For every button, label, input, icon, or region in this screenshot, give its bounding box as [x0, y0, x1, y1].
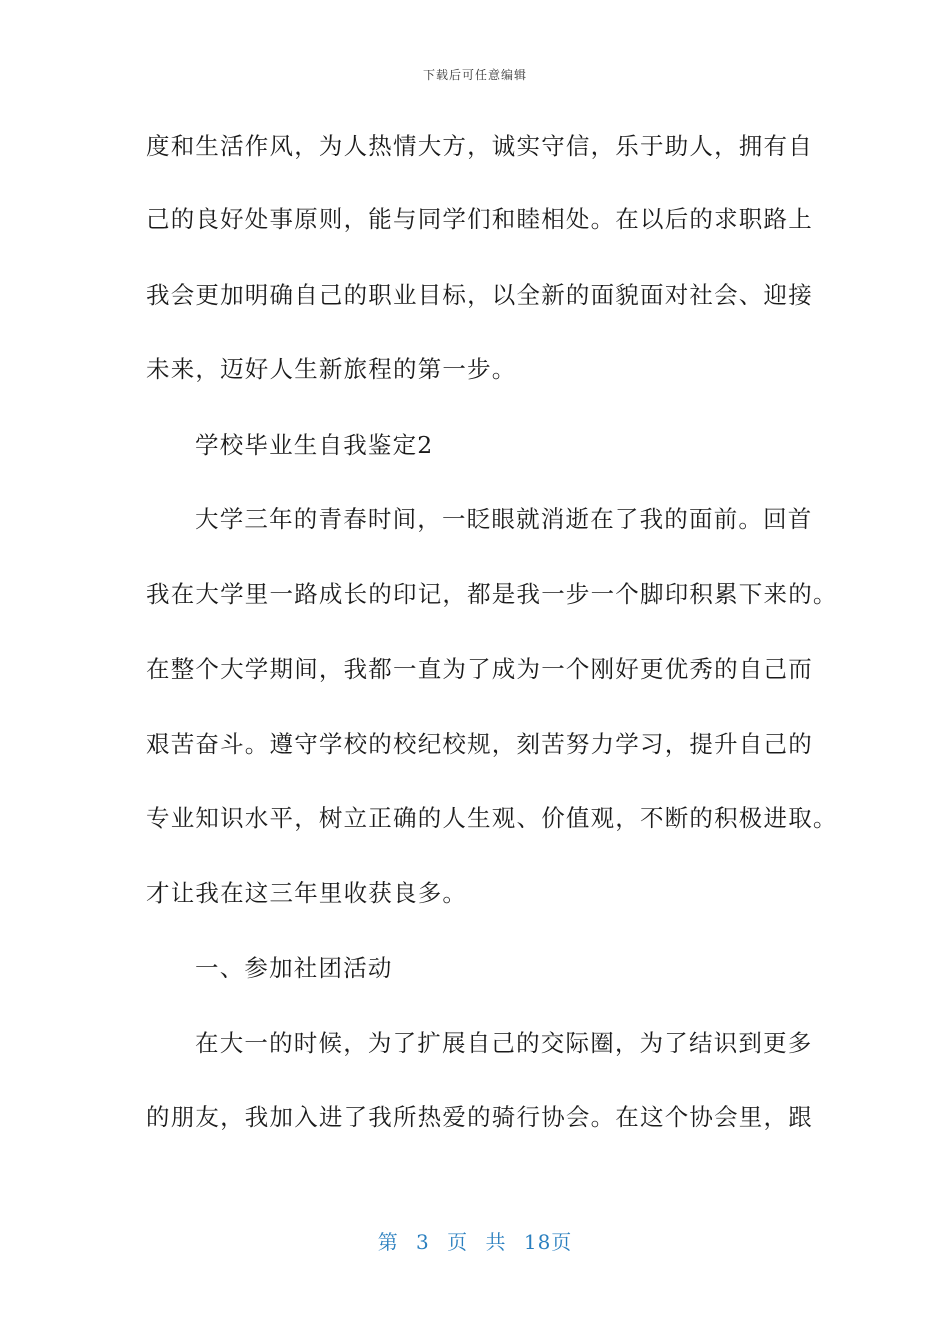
- body-line: 己的良好处事原则，能与同学们和睦相处。在以后的求职路上: [146, 205, 813, 233]
- body-line: 我在大学里一路成长的印记，都是我一步一个脚印积累下来的。: [146, 580, 838, 608]
- body-line: 我会更加明确自己的职业目标，以全新的面貌面对社会、迎接: [146, 281, 813, 309]
- footer-current-page: 3: [416, 1230, 430, 1254]
- section-heading: 一、参加社团活动: [195, 954, 393, 982]
- footer-total-pages: 18页: [523, 1230, 573, 1254]
- body-line: 专业知识水平，树立正确的人生观、价值观，不断的积极进取。: [146, 804, 838, 832]
- body-line: 在大一的时候，为了扩展自己的交际圈，为了结识到更多: [195, 1029, 813, 1057]
- body-line: 艰苦奋斗。遵守学校的校纪校规，刻苦努力学习，提升自己的: [146, 730, 813, 758]
- body-line: 未来，迈好人生新旅程的第一步。: [146, 355, 517, 383]
- page-footer: [0, 1226, 950, 1255]
- body-line: 大学三年的青春时间，一眨眼就消逝在了我的面前。回首: [195, 505, 813, 533]
- body-line: 在整个大学期间，我都一直为了成为一个刚好更优秀的自己而: [146, 655, 813, 683]
- section-heading: 学校毕业生自我鉴定2: [195, 431, 434, 459]
- footer-page-word: 页: [447, 1230, 469, 1254]
- body-line: 的朋友，我加入进了我所热爱的骑行协会。在这个协会里，跟: [146, 1103, 813, 1131]
- footer-prefix: 第: [377, 1230, 399, 1254]
- body-line: 才让我在这三年里收获良多。: [146, 879, 468, 907]
- footer-total-word: 共: [485, 1230, 507, 1254]
- body-line: 度和生活作风，为人热情大方，诚实守信，乐于助人，拥有自: [146, 132, 813, 160]
- page-header-note: 下载后可任意编辑: [422, 68, 527, 82]
